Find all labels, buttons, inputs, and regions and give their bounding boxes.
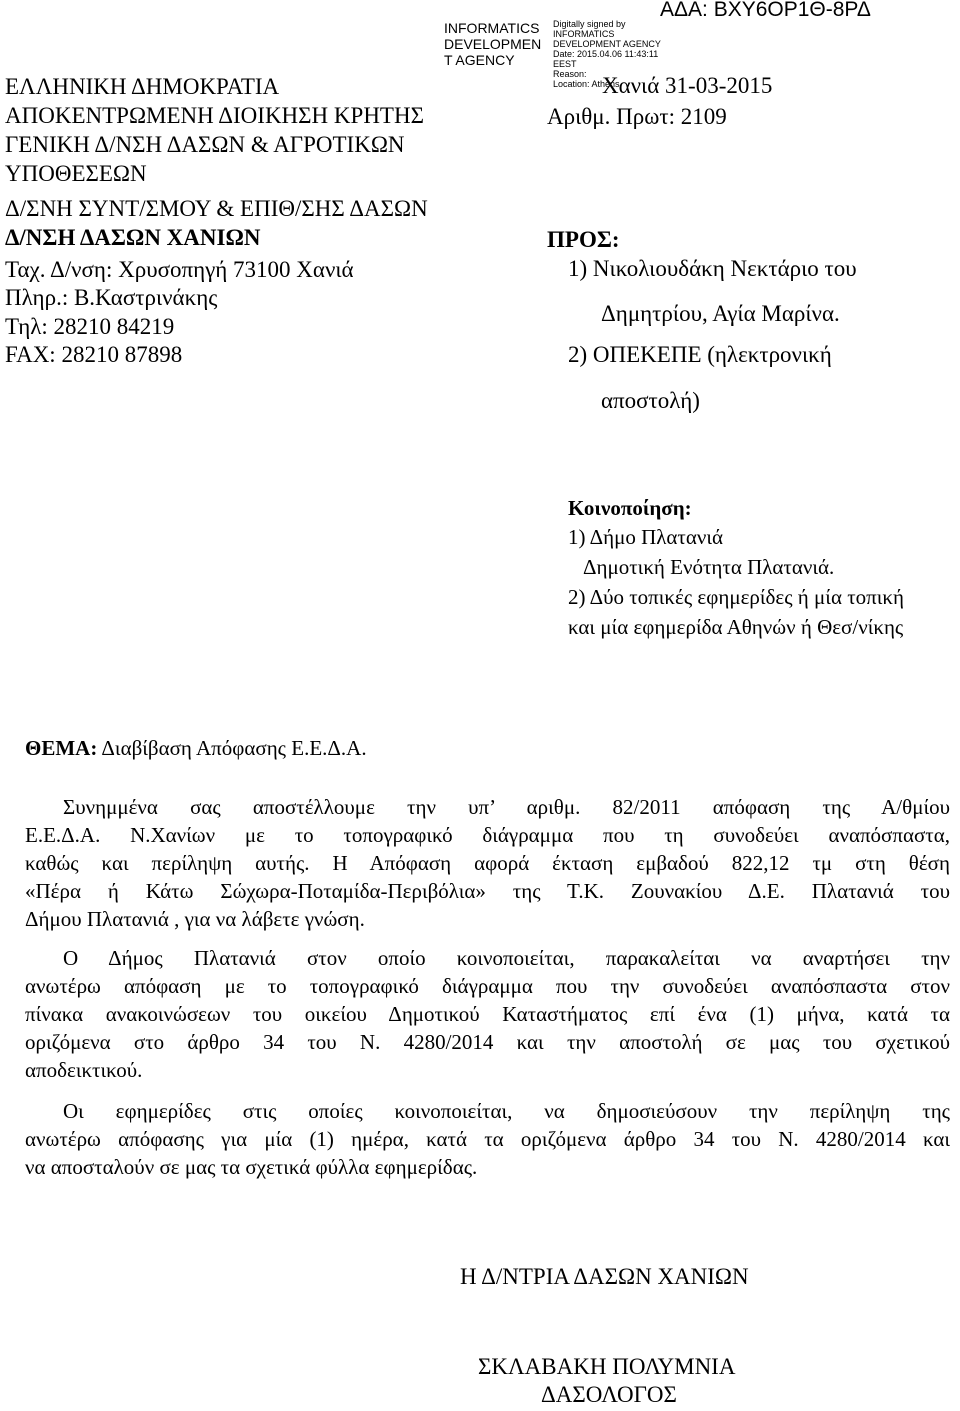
sender-line: Πληρ.: Β.Καστρινάκης (5, 285, 218, 310)
cc-line: 2) Δύο τοπικές εφημερίδες ή μία τοπική (568, 585, 904, 609)
signature-detail-line: INFORMATICS (553, 29, 615, 39)
signature-detail-line: EEST (553, 59, 577, 69)
body-line: Οι εφημερίδες στις οποίες κοινοποιείται, να δημοσιεύσουν την περίληψη της (63, 1099, 950, 1123)
recipients-label: ΠΡΟΣ: (547, 227, 620, 252)
signer-name (444, 20, 541, 68)
signature-detail-line: Date: 2015.04.06 11:43:11 (553, 49, 659, 59)
body-line: αποδεικτικού. (25, 1058, 143, 1082)
subject-label: ΘΕΜΑ: (25, 736, 98, 760)
body-line: «Πέρα ή Κάτω Σώχωρα-Ποταμίδα-Περιβόλια» της Τ.Κ. Ζουνακίου Δ.Ε. Πλατανιά του (25, 879, 950, 903)
body-line: ανωτέρω απόφασης για μία (1) ημέρα, κατά τα οριζόμενα άρθρο 34 του Ν. 4280/2014 και (25, 1127, 950, 1151)
cc-label: Κοινοποίηση: (568, 496, 692, 520)
body-paragraph-1 (25, 793, 950, 933)
body-line: καθώς και περίληψη αυτής. Η Απόφαση αφορά έκταση εμβαδού 822,12 τμ στη θέση (25, 851, 950, 875)
signatory-title: Η Δ/ΝΤΡΙΑ ΔΑΣΩΝ ΧΑΝΙΩΝ (460, 1264, 749, 1289)
body-line: Δήμου Πλατανιά , για να λάβετε γνώση. (25, 907, 365, 931)
cc-line: και μία εφημερίδα Αθηνών ή Θεσ/νίκης (568, 615, 904, 639)
signature-detail-line: Reason: (553, 69, 587, 79)
body-line: Ο Δήμος Πλατανιά στον οποίο κοινοποιείται, παρακαλείται να αναρτήσει την (63, 946, 950, 970)
signature-detail-line: Digitally signed by (553, 19, 626, 29)
ada-code: ΑΔΑ: ΒΧΥ6ΟΡ1Θ-8ΡΔ (660, 0, 871, 21)
body-line: ανωτέρω απόφαση με το τοπογραφικό διάγραμμα που την συνοδεύει αναπόσπαστα στον (25, 974, 950, 998)
sender-line: FAX: 28210 87898 (5, 342, 183, 367)
recipient-line: Δημητρίου, Αγία Μαρίνα. (601, 301, 840, 326)
signer-name-line: INFORMATICS (444, 20, 540, 36)
cc-line: 1) Δήμο Πλατανιά (568, 525, 724, 549)
body-paragraph-2 (25, 944, 950, 1084)
sender-line: Ταχ. Δ/νση: Χρυσοπηγή 73100 Χανιά (5, 257, 354, 282)
body-line: πίνακα ανακοινώσεων του οικείου Δημοτικού Καταστήματος επί ένα (1) μήνα, κατά τα (25, 1002, 950, 1026)
signer-name-line: DEVELOPMEN (444, 36, 542, 52)
recipient-line: αποστολή) (601, 388, 700, 413)
signatory-role: ΔΑΣΟΛΟΓΟΣ (541, 1382, 677, 1407)
protocol-number: Αριθμ. Πρωτ: 2109 (547, 104, 727, 129)
body-paragraph-3 (25, 1097, 950, 1181)
signer-name-line: T AGENCY (444, 52, 515, 68)
body-line: να αποσταλούν σε μας τα σχετικά φύλλα εφημερίδας. (25, 1155, 478, 1179)
signature-detail-line: Location: Athens (553, 79, 620, 89)
subject-text: Διαβίβαση Απόφασης Ε.Ε.Δ.Α. (97, 736, 367, 760)
sender-line: ΥΠΟΘΕΣΕΩΝ (5, 161, 147, 186)
signature-detail-line: DEVELOPMENT AGENCY (553, 39, 661, 49)
cc-line: Δημοτική Ενότητα Πλατανιά. (583, 555, 835, 579)
body-line: Ε.Ε.Δ.Α. Ν.Χανίων με το τοπογραφικό διάγραμμα που τη συνοδεύει αναπόσπαστα, (25, 823, 950, 847)
body-line: οριζόμενα στο άρθρο 34 του Ν. 4280/2014 και την αποστολή σε μας του σχετικού (25, 1030, 950, 1054)
sender-line: Δ/ΣΝΗ ΣΥΝΤ/ΣΜΟΥ & ΕΠΙΘ/ΣΗΣ ΔΑΣΩΝ (5, 196, 428, 221)
sender-line: ΓΕΝΙΚΗ Δ/ΝΣΗ ΔΑΣΩΝ & ΑΓΡΟΤΙΚΩΝ (5, 132, 405, 157)
sender-line: Τηλ: 28210 84219 (5, 314, 175, 339)
recipient-line: 2) ΟΠΕΚΕΠΕ (ηλεκτρονική (568, 342, 832, 367)
signatory-name: ΣΚΛΑΒΑΚΗ ΠΟΛΥΜΝΙΑ (478, 1354, 736, 1379)
subject (25, 736, 367, 760)
place-date: Χανιά 31-03-2015 (602, 73, 773, 98)
recipient-line: 1) Νικολιουδάκη Νεκτάριο του (568, 256, 857, 281)
sender-line: Δ/ΝΣΗ ΔΑΣΩΝ ΧΑΝΙΩΝ (5, 225, 261, 250)
sender-line: ΕΛΛΗΝΙΚΗ ΔΗΜΟΚΡΑΤΙΑ (5, 74, 280, 99)
sender-line: ΑΠΟΚΕΝΤΡΩΜΕΝΗ ΔΙΟΙΚΗΣΗ ΚΡΗΤΗΣ (5, 103, 424, 128)
body-line: Συνημμένα σας αποστέλλουμε την υπ’ αριθμ. 82/2011 απόφαση της Α/θμίου (63, 795, 950, 819)
